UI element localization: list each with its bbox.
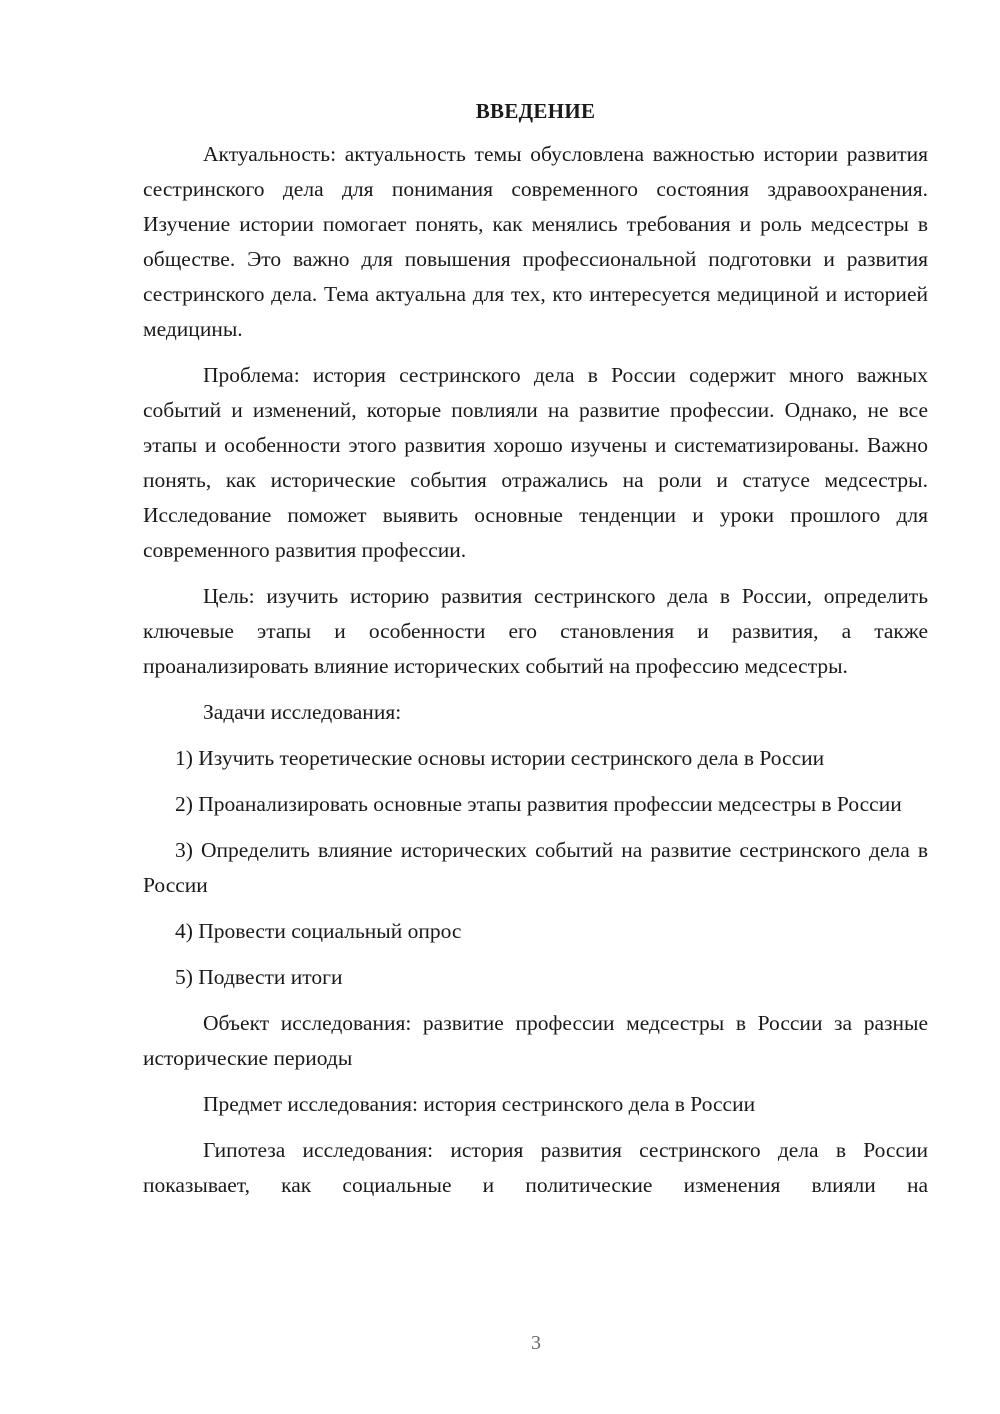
task-item-2: 2) Проанализировать основные этапы развития профессии медсестры в России <box>175 792 902 816</box>
task-item-1: 1) Изучить теоретические основы истории сестринского дела в России <box>175 746 825 770</box>
problem-paragraph: Проблема: история сестринского дела в России содержит много важных событий и изменений, которые повлияли на развитие профессии. Однако, не все этапы и особенности этого развития хорошо изучены и систематизированы. Важно понять, как исторические события отражались на роли и статусе медсестры. Исследование поможет выявить основные тенденции и уроки прошлого для современного развития профессии. <box>143 363 928 562</box>
task-item-5: 5) Подвести итоги <box>175 965 343 989</box>
object-paragraph: Объект исследования: развитие профессии медсестры в России за разные исторические периоды <box>143 1011 928 1070</box>
relevance-paragraph: Актуальность: актуальность темы обусловлена важностью истории развития сестринского дела для понимания современного состояния здравоохранения. Изучение истории помогает понять, как менялись требования и роль медсестры в обществе. Это важно для повышения профессиональной подготовки и развития сестринского дела. Тема актуальна для тех, кто интересуется медициной и историей медицины. <box>143 142 928 341</box>
document-page <box>143 94 928 1214</box>
section-heading: ВВЕДЕНИЕ <box>475 99 596 123</box>
goal-paragraph: Цель: изучить историю развития сестринского дела в России, определить ключевые этапы и особенности его становления и развития, а также проанализировать влияние исторических событий на профессию медсестры. <box>143 584 928 678</box>
tasks-heading: Задачи исследования: <box>203 700 402 724</box>
task-item-4: 4) Провести социальный опрос <box>175 919 462 943</box>
task-item-3: 3) Определить влияние исторических событий на развитие сестринского дела в России <box>143 838 928 897</box>
page-number: 3 <box>531 1332 541 1354</box>
hypothesis-paragraph: Гипотеза исследования: история развития сестринского дела в России показывает, как социальные и политические изменения влияли на <box>143 1138 928 1197</box>
subject-paragraph: Предмет исследования: история сестринского дела в России <box>203 1092 756 1116</box>
